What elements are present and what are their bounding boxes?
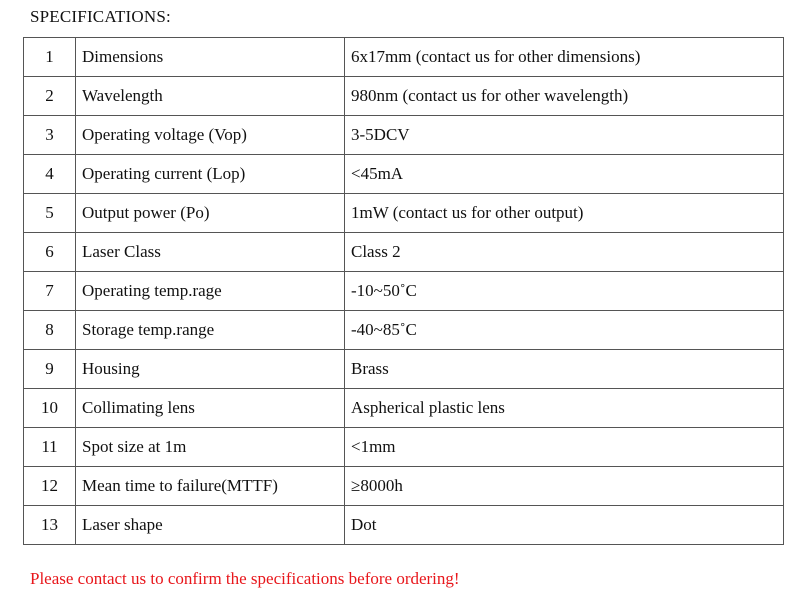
table-row xyxy=(24,116,784,155)
row-number: 12 xyxy=(24,467,76,506)
parameter-name: Laser shape xyxy=(76,506,345,545)
row-number: 7 xyxy=(24,272,76,311)
table-row xyxy=(24,311,784,350)
parameter-name: Dimensions xyxy=(76,38,345,77)
table-row xyxy=(24,194,784,233)
row-number: 4 xyxy=(24,155,76,194)
parameter-name: Storage temp.range xyxy=(76,311,345,350)
parameter-name: Mean time to failure(MTTF) xyxy=(76,467,345,506)
ordering-notice: Please contact us to confirm the specifications before ordering! xyxy=(30,569,460,588)
table-row xyxy=(24,350,784,389)
parameter-name: Output power (Po) xyxy=(76,194,345,233)
row-number: 10 xyxy=(24,389,76,428)
parameter-value: Dot xyxy=(345,506,784,545)
parameter-value: 3-5DCV xyxy=(345,116,784,155)
parameter-value: Aspherical plastic lens xyxy=(345,389,784,428)
parameter-name: Operating current (Lop) xyxy=(76,155,345,194)
parameter-value: Brass xyxy=(345,350,784,389)
parameter-value: <1mm xyxy=(345,428,784,467)
table-row xyxy=(24,38,784,77)
parameter-name: Operating temp.rage xyxy=(76,272,345,311)
row-number: 6 xyxy=(24,233,76,272)
specifications-table xyxy=(23,37,784,545)
row-number: 9 xyxy=(24,350,76,389)
parameter-name: Collimating lens xyxy=(76,389,345,428)
parameter-name: Spot size at 1m xyxy=(76,428,345,467)
table-row xyxy=(24,506,784,545)
parameter-name: Operating voltage (Vop) xyxy=(76,116,345,155)
table-row xyxy=(24,467,784,506)
row-number: 2 xyxy=(24,77,76,116)
row-number: 11 xyxy=(24,428,76,467)
parameter-value: -10~50˚C xyxy=(345,272,784,311)
parameter-value: 980nm (contact us for other wavelength) xyxy=(345,77,784,116)
row-number: 13 xyxy=(24,506,76,545)
table-row xyxy=(24,233,784,272)
table-row xyxy=(24,155,784,194)
table-row xyxy=(24,272,784,311)
parameter-value: -40~85˚C xyxy=(345,311,784,350)
parameter-value: ≥8000h xyxy=(345,467,784,506)
parameter-value: 6x17mm (contact us for other dimensions) xyxy=(345,38,784,77)
parameter-name: Laser Class xyxy=(76,233,345,272)
row-number: 5 xyxy=(24,194,76,233)
page-heading: SPECIFICATIONS: xyxy=(30,7,171,26)
parameter-value: Class 2 xyxy=(345,233,784,272)
parameter-name: Housing xyxy=(76,350,345,389)
parameter-value: <45mA xyxy=(345,155,784,194)
parameter-value: 1mW (contact us for other output) xyxy=(345,194,784,233)
table-row xyxy=(24,389,784,428)
row-number: 8 xyxy=(24,311,76,350)
table-row xyxy=(24,428,784,467)
table-row xyxy=(24,77,784,116)
row-number: 3 xyxy=(24,116,76,155)
parameter-name: Wavelength xyxy=(76,77,345,116)
row-number: 1 xyxy=(24,38,76,77)
